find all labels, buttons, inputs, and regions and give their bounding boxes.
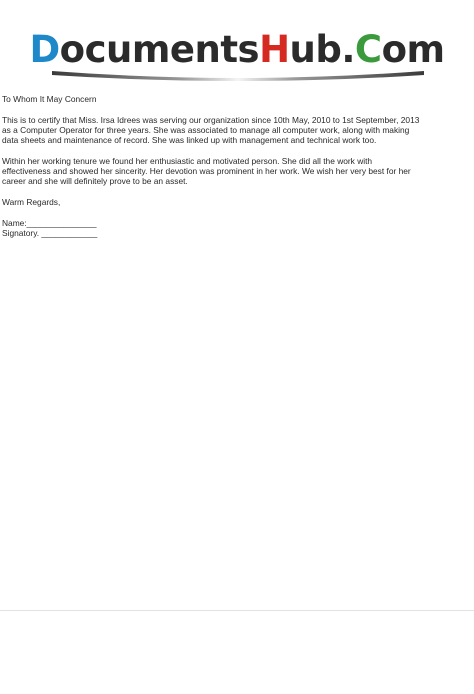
paragraph-line: as a Computer Operator for three years. She was associated to manage all computer work, along with making (2, 124, 410, 135)
logo-word-om: om (381, 28, 445, 71)
logo-letter-d: D (29, 28, 60, 71)
logo-letter-h: H (259, 28, 290, 71)
paragraph-line: career and she will definitely prove to be an asset. (2, 176, 188, 187)
paragraph-evaluation (2, 156, 468, 187)
page-divider (0, 610, 474, 611)
logo-letter-c: C (354, 28, 382, 71)
logo-word-ocuments: ocuments (59, 28, 260, 71)
closing: Warm Regards, (2, 196, 61, 207)
name-line: Name:_______________ (2, 217, 97, 228)
paragraph-line: Within her working tenure we found her enthusiastic and motivated person. She did all the work with (2, 155, 373, 166)
logo-swoosh (52, 69, 424, 83)
salutation: To Whom It May Concern (2, 94, 97, 104)
documentshub-logo (0, 28, 474, 72)
paragraph-line: effectiveness and showed her sincerity. Her devotion was prominent in her work. We wish her very best for her (2, 166, 411, 177)
signatory-line: Signatory. ____________ (2, 227, 98, 238)
letter-body (2, 94, 468, 238)
paragraph-line: This is to certify that Miss. Irsa Idrees was serving our organization since 10th May, 2010 to 1st September, 2013 (2, 114, 420, 125)
paragraph-line: data sheets and maintenance of record. She was linked up with management and technical work too. (2, 135, 377, 146)
logo-word-ub: ub. (289, 28, 355, 71)
paragraph-certification (2, 115, 468, 146)
